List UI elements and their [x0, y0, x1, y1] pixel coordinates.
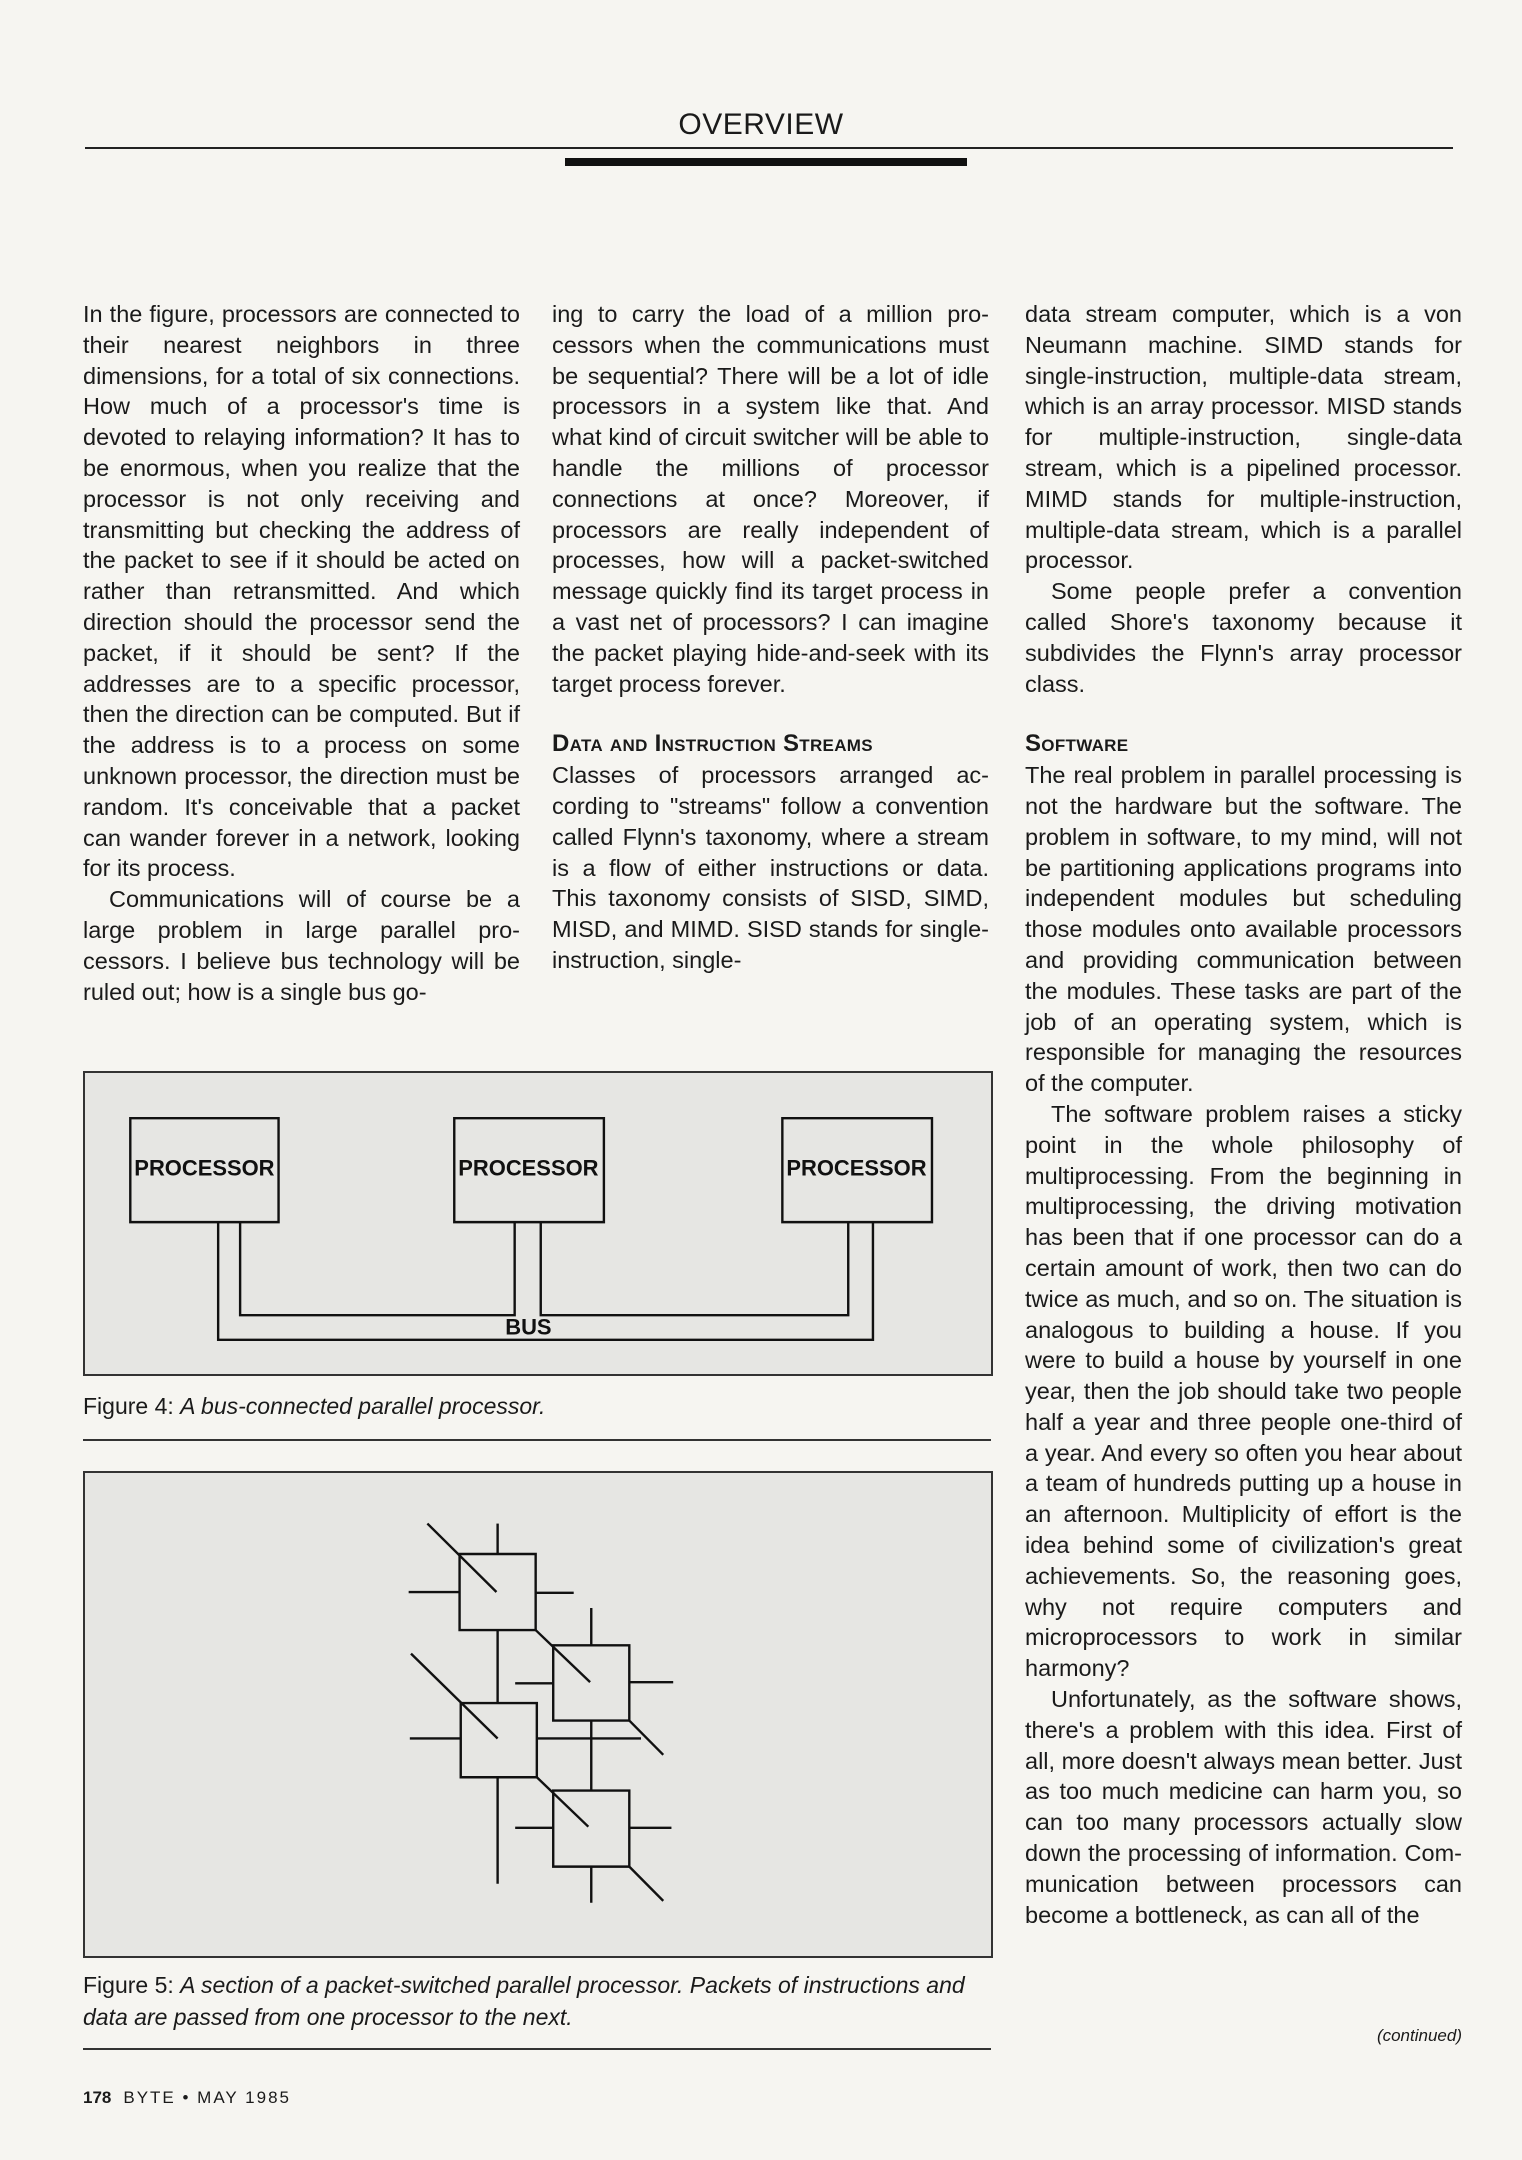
publication-info: BYTE • MAY 1985 — [123, 2088, 291, 2107]
bus-line — [240, 1222, 515, 1315]
processor-label: PROCESSOR — [458, 1155, 599, 1181]
section-heading: Software — [1025, 730, 1129, 758]
processor-label: PROCESSOR — [786, 1155, 927, 1181]
paragraph: Unfortunately, as the software shows, there's a problem with this idea. First of all, more doesn't always mean better. Just as too much medicine can harm you, so can too many processors actually slow down the processing of information. Communication between processors can become a bottleneck, as can all of the — [1025, 1686, 1462, 1928]
processor-label: PROCESSOR — [134, 1155, 275, 1181]
header-rule — [85, 147, 1453, 149]
caption-text: A section of a packet-switched parallel processor. Packets of instructions and data are passed from one processor to the next. — [83, 1972, 965, 2030]
paragraph: The real problem in parallel processing is not the hardware but the software. The problem in software, to my mind, will not be partitioning applications programs into independent modules but scheduling those modules onto available processors and providing communication between the modules. These tasks are part of the job of an operating system, which is responsible for managing the resources of the computer. — [1025, 762, 1462, 1097]
paragraph: The software problem raises a sticky point in the whole philosophy of multiprocessing. From the beginning in multiprocessing, the driving motivation has been that if one processor can do a certain amount of work, then two can do twice as much, and so on. The situation is analogous to building a house. If you were to build a house by yourself in one year, then the job should take two people half a year and three people one-third of a year. And every so often you hear about a team of hundreds putting up a house in an afternoon. Multiplicity of effort is the idea behind some of civilization's great achievements. So, the reasoning goes, why not require computers and microprocessors to work in similar harmony? — [1025, 1100, 1462, 1682]
paragraph: Classes of processors arranged according to "streams" follow a convention called Flynn's taxonomy, where a stream is a flow of either instructions or data. This taxonomy consists of SISD, SIMD, MISD, and MIMD. SISD stands for single-instruction, single- — [552, 762, 989, 973]
column-3 — [1025, 299, 1462, 1930]
section-title: OVERVIEW — [678, 108, 844, 141]
page-footer — [83, 2088, 291, 2108]
caption-label: Figure 5: — [83, 1972, 174, 1998]
figure-4-caption — [83, 1390, 991, 1422]
figure-5-diagram — [83, 1471, 993, 1958]
paragraph: ing to carry the load of a million processors when the communications must be sequential? There will be a lot of idle processors in a system like that. And what kind of circuit switcher will be able to handle the millions of processor connections at once? Moreover, if processors are really independent of processes, how will a packet-switched message quickly find its target process in a vast net of processors? I can imagine the packet playing hide-and-seek with its target process forever. — [552, 301, 989, 697]
header-bar — [565, 158, 967, 166]
figure-5-caption — [83, 1969, 991, 2033]
caption-text: A bus-connected parallel processor. — [180, 1393, 546, 1419]
paragraph: In the figure, processors are connected to their nearest neighbors in three dimensions, for a total of six connections. How much of a processor's time is devoted to relaying information? It has to be enormous, when you realize that the processor is not only receiving and transmitting but checking the address of the packet to see if it should be acted on rather than retransmitted. And which direction should the processor send the packet, if it should be sent? If the addresses are to a specific processor, then the direction can be computed. But if the address is to a process on some unknown processor, the direction must be random. It's conceivable that a packet can wander forever in a network, looking for its process. — [83, 301, 520, 882]
column-2 — [552, 299, 989, 976]
column-1 — [83, 299, 520, 1007]
paragraph: Communications will of course be a large problem in large parallel processors. I believe bus technology will be ruled out; how is a single bus go- — [83, 886, 520, 1005]
bus-label: BUS — [505, 1314, 552, 1340]
paragraph: Some people prefer a convention called Shore's taxonomy because it subdivides the Flynn's array processor class. — [1025, 578, 1462, 697]
divider — [83, 1439, 991, 1441]
continued-note: (continued) — [1376, 2026, 1462, 2045]
caption-label: Figure 4: — [83, 1393, 174, 1419]
section-heading: Data and Instruction Streams — [552, 730, 873, 758]
page-number: 178 — [83, 2088, 112, 2107]
divider — [83, 2048, 991, 2050]
paragraph: data stream computer, which is a von Neumann machine. SIMD stands for single-instruction, multiple-data stream, which is an array processor. MISD stands for multiple-instruction, single-data stream, which is a pipelined processor. MIMD stands for multiple-instruction, multiple-data stream, which is a parallel processor. — [1025, 301, 1462, 574]
processor-node — [553, 1791, 629, 1867]
figure-4-diagram — [83, 1071, 993, 1376]
bus-line — [541, 1222, 848, 1315]
connection-lines — [409, 1524, 674, 1903]
